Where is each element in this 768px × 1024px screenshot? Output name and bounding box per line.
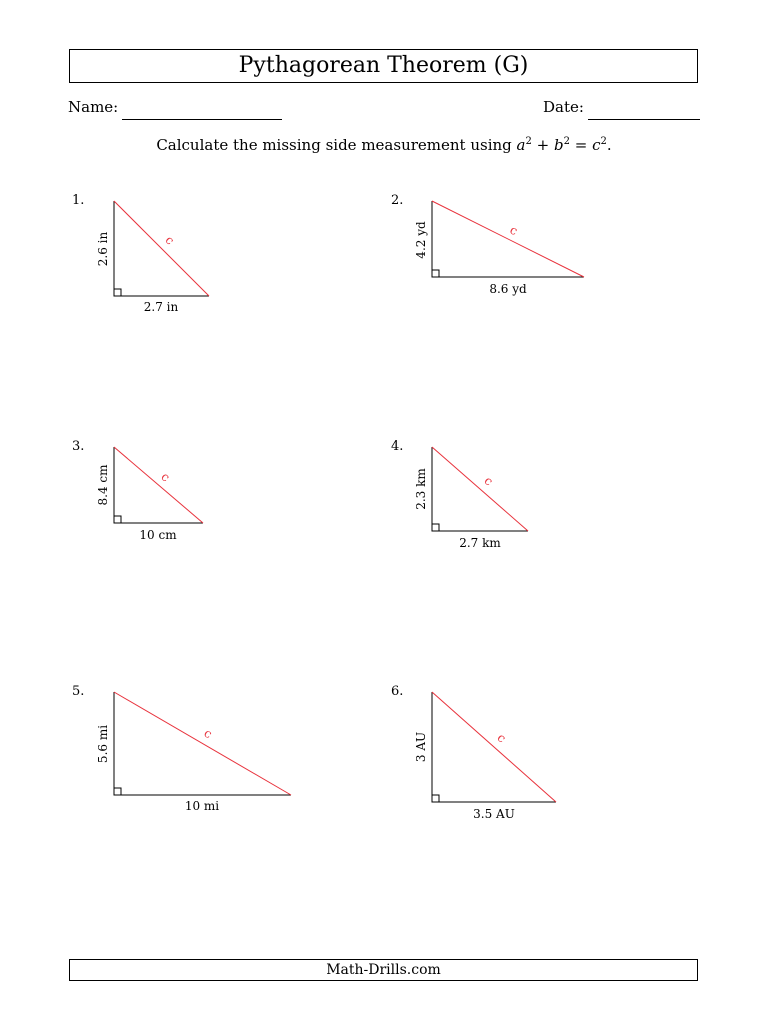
vertical-leg-label: 8.4 cm	[96, 464, 110, 506]
date-label: Date:	[543, 98, 584, 116]
hypotenuse-label: c	[481, 473, 496, 489]
horizontal-leg-label: 8.6 yd	[489, 282, 527, 296]
horizontal-leg-label: 2.7 in	[143, 300, 179, 314]
vertical-leg-label: 3 AU	[414, 731, 428, 763]
problem-number: 4.	[391, 439, 404, 454]
vertical-leg-label: 5.6 mi	[96, 724, 110, 764]
vertical-leg-label: 2.6 in	[96, 231, 110, 267]
horizontal-leg-label: 10 mi	[184, 799, 220, 813]
hypotenuse-label: c	[158, 469, 173, 485]
formula: $a^2 + b^2 = c^2$	[516, 136, 607, 154]
instructions: Calculate the missing side measurement using $a^2 + b^2 = c^2$.	[156, 136, 612, 154]
hypotenuse-label: c	[162, 232, 178, 248]
instruction-text: Calculate the missing side measurement using	[156, 136, 512, 154]
horizontal-leg-label: 10 cm	[139, 528, 177, 542]
worksheet-title: Pythagorean Theorem (G)	[69, 49, 698, 83]
name-label: Name:	[68, 98, 119, 116]
problem-number: 2.	[391, 193, 404, 208]
hypotenuse-label: c	[494, 730, 509, 746]
vertical-leg-label: 4.2 yd	[414, 221, 428, 259]
problem-number: 6.	[391, 684, 404, 699]
vertical-leg-label: 2.3 km	[414, 468, 428, 510]
problem-number: 3.	[72, 439, 85, 454]
hypotenuse-label: c	[507, 222, 520, 239]
footer-site-name: Math-Drills.com	[69, 959, 698, 981]
problem-number: 1.	[72, 193, 85, 208]
problem-number: 5.	[72, 684, 85, 699]
horizontal-leg-label: 3.5 AU	[473, 807, 515, 821]
horizontal-leg-label: 2.7 km	[459, 536, 501, 550]
hypotenuse-label: c	[201, 725, 215, 742]
